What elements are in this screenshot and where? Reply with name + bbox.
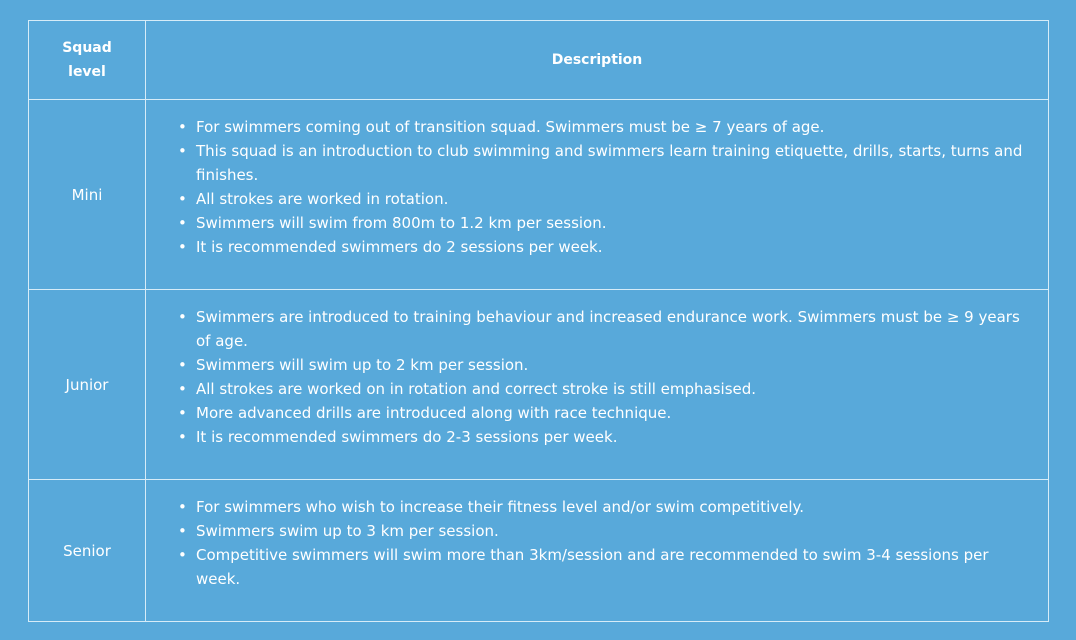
list-item: • It is recommended swimmers do 2-3 sessions per week.	[196, 425, 1034, 449]
list-item: • This squad is an introduction to club swimming and swimmers learn training etiquette, drills, starts, turns and finishes.	[196, 139, 1034, 187]
list-item: • Swimmers are introduced to training behaviour and increased endurance work. Swimmers must be ≥ 9 years of age.	[196, 305, 1034, 353]
description-list	[146, 100, 1048, 259]
squad-table-container	[28, 20, 1048, 622]
squad-level-cell: Senior	[29, 480, 146, 622]
description-list	[146, 290, 1048, 449]
description-cell	[146, 480, 1049, 622]
header-description: Description	[146, 21, 1049, 100]
table-header-row	[29, 21, 1049, 100]
list-item: • It is recommended swimmers do 2 sessions per week.	[196, 235, 1034, 259]
list-item: • Swimmers will swim from 800m to 1.2 km per session.	[196, 211, 1034, 235]
list-item: • Swimmers will swim up to 2 km per session.	[196, 353, 1034, 377]
list-item: • Swimmers swim up to 3 km per session.	[196, 519, 1034, 543]
squad-level-table	[28, 20, 1049, 622]
table-row-junior	[29, 290, 1049, 480]
description-cell	[146, 100, 1049, 290]
header-squad-level: Squad level	[29, 21, 146, 100]
squad-level-cell: Mini	[29, 100, 146, 290]
description-cell	[146, 290, 1049, 480]
description-list	[146, 480, 1048, 591]
list-item: • All strokes are worked in rotation.	[196, 187, 1034, 211]
list-item: • For swimmers coming out of transition squad. Swimmers must be ≥ 7 years of age.	[196, 115, 1034, 139]
list-item: • Competitive swimmers will swim more than 3km/session and are recommended to swim 3-4 sessions per week.	[196, 543, 1034, 591]
list-item: • All strokes are worked on in rotation and correct stroke is still emphasised.	[196, 377, 1034, 401]
list-item: • More advanced drills are introduced along with race technique.	[196, 401, 1034, 425]
table-row-senior	[29, 480, 1049, 622]
table-row-mini	[29, 100, 1049, 290]
list-item: • For swimmers who wish to increase their fitness level and/or swim competitively.	[196, 495, 1034, 519]
squad-level-cell: Junior	[29, 290, 146, 480]
